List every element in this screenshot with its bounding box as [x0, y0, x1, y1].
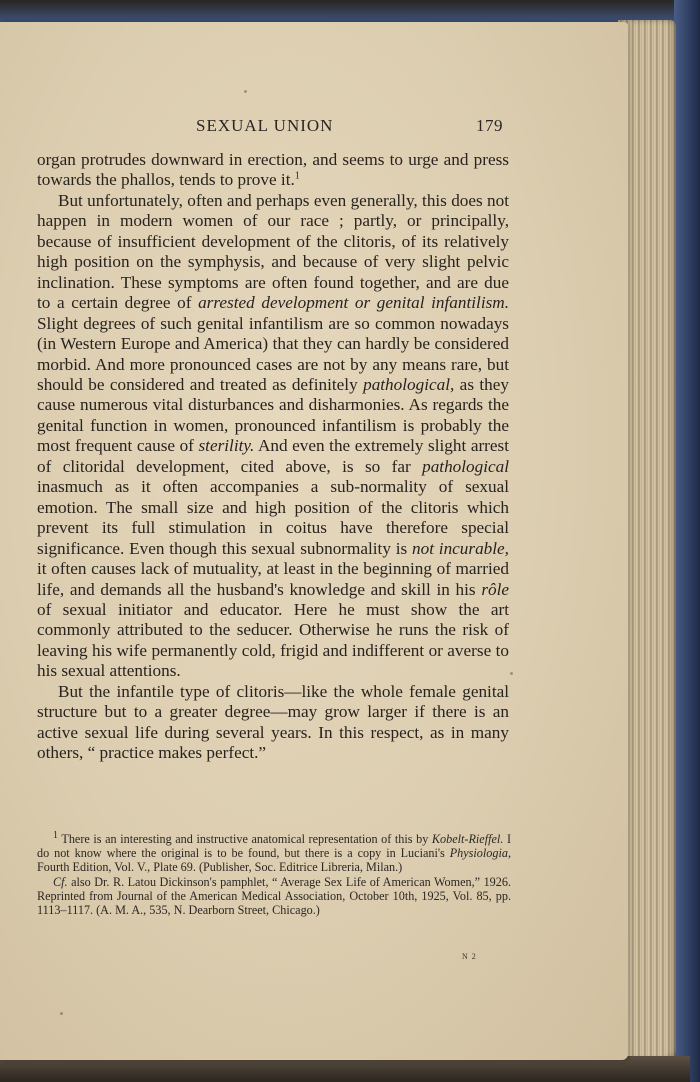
italic-text: sterility. [198, 436, 255, 456]
body-paragraph [37, 150, 509, 191]
signature-mark: N 2 [462, 952, 477, 961]
text-run: also Dr. R. Latou Dickinson's pamphlet, “ Average Sex Life of American Women,” 1926. Reprinted from Journal of the American Medical Association, October 10th, 1925, Vol. 85, pp. 1113–1117. (A. M. A., 535, N. Dearborn Street, Chicago.) [37, 874, 511, 918]
body-paragraph [37, 191, 509, 682]
italic-text: pathological [422, 456, 509, 476]
italic-text: arrested development or genital infantilism. [198, 293, 509, 313]
text-run: Fourth Edition, Vol. V., Plate 69. (Publisher, Soc. Editrice Libreria, Milan.) [37, 860, 403, 875]
italic-text: pathological, [363, 374, 455, 394]
italic-text: Kobelt-Rieffel. [431, 832, 504, 846]
italic-text: not incurable, [412, 538, 509, 558]
italic-text: Physiologia, [449, 846, 511, 861]
paper-speck [60, 1012, 63, 1015]
paper-speck [244, 90, 247, 93]
text-run: of sexual initiator and educator. Here he must show the art commonly attributed to the seducer. Otherwise he runs the risk of leaving his wife permanently cold, frigid and indifferent or averse to his sexual attentions. [37, 599, 509, 681]
paper-speck [510, 672, 513, 675]
footnote-marker: 1 [53, 829, 58, 841]
text-run: organ protrudes downward in erection, and seems to urge and press towards the phallos, tends to prove it. [37, 150, 509, 190]
footnote [37, 875, 511, 918]
text-run: Slight degrees of such genital infantilism are so common nowadays (in Western Europe and America) that they can hardly be considered morbid. And more pronounced cases are not by any means rare, but should be considered and treated as definitely [37, 313, 509, 394]
book-cover-right-edge [674, 0, 700, 1082]
footnotes [37, 829, 511, 918]
page-number: 179 [476, 116, 503, 135]
text-run: And even the extremely slight arrest of clitoridal development, cited above, is so far [37, 436, 509, 476]
footnote [37, 829, 511, 875]
italic-text: rôle [481, 579, 509, 599]
text-run: But unfortunately, often and perhaps even generally, this does not happen in modern women of our race ; partly, or principally, because of insufficient development of the clitoris, of its relatively high position on the symphysis, and because of very slight pelvic inclination. These symptoms are often found together, and are due to a certain degree of [37, 190, 509, 313]
text-run: inasmuch as it often accompanies a sub-normality of sexual emotion. The small size and high position of the clitoris which prevent its full stimulation in coitus have therefore special significance. Even though this sexual subnormality is [37, 477, 509, 558]
body-text [37, 150, 509, 764]
text-run: There is an interesting and instructive anatomical representation of this by [58, 832, 432, 846]
body-paragraph [37, 682, 509, 764]
text-run: it often causes lack of mutuality, at least in the beginning of married life, and demands all the husband's knowledge and skill in his [37, 559, 509, 599]
italic-text: Cf. [53, 874, 68, 889]
footnote-marker: 1 [294, 170, 300, 182]
text-run: as they cause numerous vital disturbances and disharmonies. As regards the genital function in women, pronounced infantilism is probably the most frequent cause of [37, 374, 509, 456]
text-run: But the infantile type of clitoris—like the whole female genital structure but to a greater degree—may grow larger if there is an active sexual life during several years. In this respect, as in many others, “ practice makes perfect.” [37, 681, 509, 763]
running-head: SEXUAL UNION [196, 116, 334, 135]
text-run: I do not know where the original is to be found, but there is a copy in Luciani's [37, 832, 511, 861]
